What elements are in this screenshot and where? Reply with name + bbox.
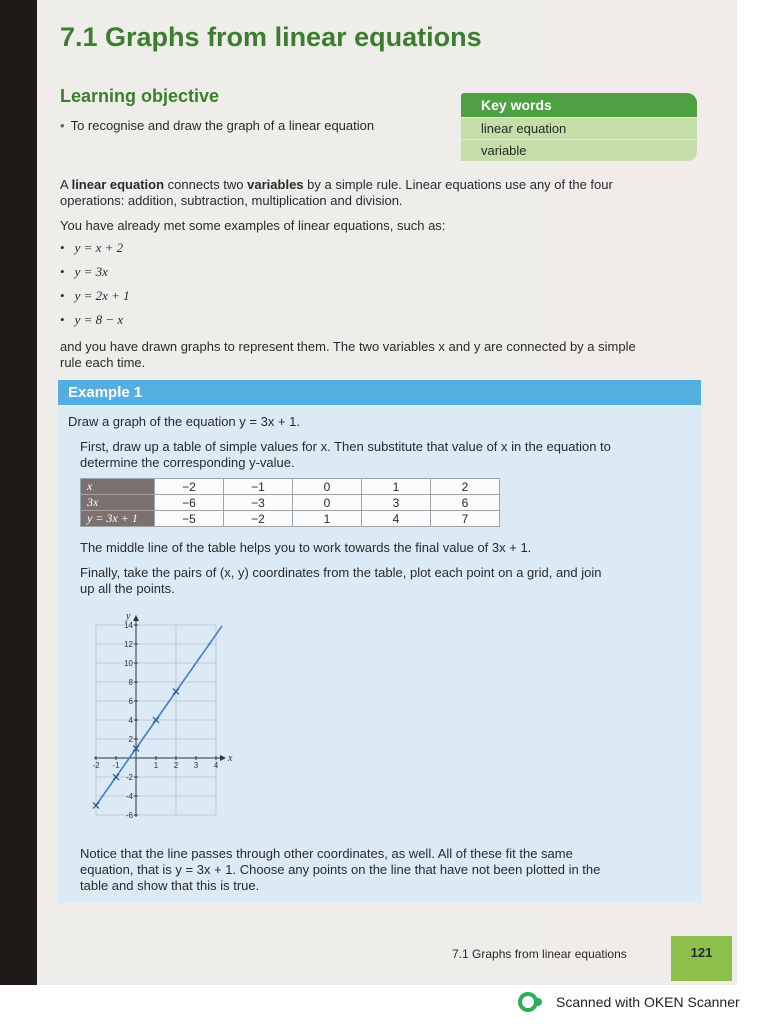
- x-tick-label: 1: [153, 761, 159, 770]
- y-tick-label: -2: [125, 773, 133, 782]
- table-cell: −5: [155, 511, 224, 527]
- intro-closing-paragraph: and you have drawn graphs to represent them. The two variables x and y are connected by a simple rule each time.: [60, 339, 636, 370]
- y-tick-label: 14: [124, 621, 133, 630]
- bullet-icon: •: [60, 240, 65, 255]
- scanner-watermark: [518, 991, 740, 1013]
- table-cell: 6: [431, 495, 500, 511]
- values-table: [80, 478, 500, 527]
- x-tick-label: 2: [173, 761, 179, 770]
- table-cell: 7: [431, 511, 500, 527]
- y-tick-label: -6: [125, 811, 133, 820]
- page-title: 7.1 Graphs from linear equations: [60, 22, 482, 52]
- table-cell: −6: [155, 495, 224, 511]
- table-cell: 4: [362, 511, 431, 527]
- example-instruction: Draw a graph of the equation y = 3x + 1.: [68, 414, 300, 429]
- table-cell: 3: [362, 495, 431, 511]
- key-word-item: linear equation: [461, 117, 697, 139]
- table-explanation: The middle line of the table helps you to work towards the final value of 3x + 1.: [80, 540, 532, 555]
- y-tick-label: 6: [128, 697, 133, 706]
- notice-paragraph: Notice that the line passes through other coordinates, as well. All of these fit the same equation, that is y = 3x + 1. Choose any points on the line that have not been plotted in the table and show that this is true.: [80, 846, 601, 893]
- x-axis-arrow: [220, 755, 226, 761]
- x-tick-label: 4: [213, 761, 219, 770]
- example-heading-bar: [58, 380, 701, 405]
- table-cell: −3: [224, 495, 293, 511]
- intro-examples-lead: You have already met some examples of linear equations, such as:: [60, 218, 446, 233]
- y-tick-label: -4: [125, 792, 133, 801]
- y-tick-label: 2: [128, 735, 133, 744]
- key-word-item: variable: [461, 139, 697, 161]
- table-cell: 0: [293, 479, 362, 495]
- x-tick-label: 3: [193, 761, 199, 770]
- table-cell: 1: [293, 511, 362, 527]
- table-row: [81, 479, 500, 495]
- page-number-tab: [671, 936, 732, 981]
- row-header: y = 3x + 1: [81, 511, 155, 527]
- term-variables: variables: [247, 177, 304, 192]
- learning-objective-heading: Learning objective: [60, 86, 220, 106]
- page-number: 121: [690, 945, 713, 960]
- table-cell: 2: [431, 479, 500, 495]
- list-item: • y = 8 − x: [60, 312, 124, 327]
- example-step-one: First, draw up a table of simple values for x. Then substitute that value of x in the equation to determine the corresponding y-value.: [80, 439, 611, 470]
- table-cell: 1: [362, 479, 431, 495]
- table-row: [81, 511, 500, 527]
- table-cell: −2: [224, 511, 293, 527]
- book-spine-shadow: [0, 0, 37, 985]
- example-heading: Example 1: [68, 384, 143, 401]
- equation-examples-list: [60, 240, 130, 336]
- bullet-icon: •: [60, 312, 65, 327]
- y-tick-label: 4: [128, 716, 133, 725]
- scanner-text: Scanned with OKEN Scanner: [556, 994, 740, 1010]
- y-axis-arrow: [133, 615, 139, 621]
- table-row: [81, 495, 500, 511]
- y-tick-label: 8: [128, 678, 133, 687]
- y-tick-label: 12: [124, 640, 133, 649]
- list-item: • y = x + 2: [60, 240, 124, 255]
- x-tick-label: -1: [112, 761, 120, 770]
- bullet-icon: •: [60, 264, 65, 279]
- row-header: 3x: [81, 495, 155, 511]
- bullet-icon: •: [60, 288, 65, 303]
- footer-chapter-title: 7.1 Graphs from linear equations: [452, 947, 627, 961]
- row-header: x: [81, 479, 155, 495]
- table-cell: −2: [155, 479, 224, 495]
- key-words-box: [461, 93, 697, 161]
- table-cell: 0: [293, 495, 362, 511]
- scanner-logo-icon: [518, 991, 544, 1013]
- x-axis-label: x: [228, 753, 233, 764]
- intro-paragraph: A linear equation connects two variables by a simple rule. Linear equations use any of the four operations: addition, subtraction, multiplication and division.: [60, 177, 613, 208]
- list-item: • y = 2x + 1: [60, 288, 130, 303]
- bullet-icon: •: [60, 118, 65, 133]
- plotting-instruction: Finally, take the pairs of (x, y) coordinates from the table, plot each point on a grid, and join up all the points.: [80, 565, 602, 596]
- key-words-heading: Key words: [461, 93, 697, 117]
- linear-graph: [76, 598, 236, 828]
- x-tick-label: -2: [92, 761, 100, 770]
- y-axis-label: y: [126, 611, 131, 622]
- table-cell: −1: [224, 479, 293, 495]
- learning-objective-text: To recognise and draw the graph of a linear equation: [70, 118, 375, 133]
- learning-objective-item: [60, 118, 374, 133]
- list-item: • y = 3x: [60, 264, 108, 279]
- term-linear-equation: linear equation: [71, 177, 165, 192]
- y-tick-label: 10: [124, 659, 133, 668]
